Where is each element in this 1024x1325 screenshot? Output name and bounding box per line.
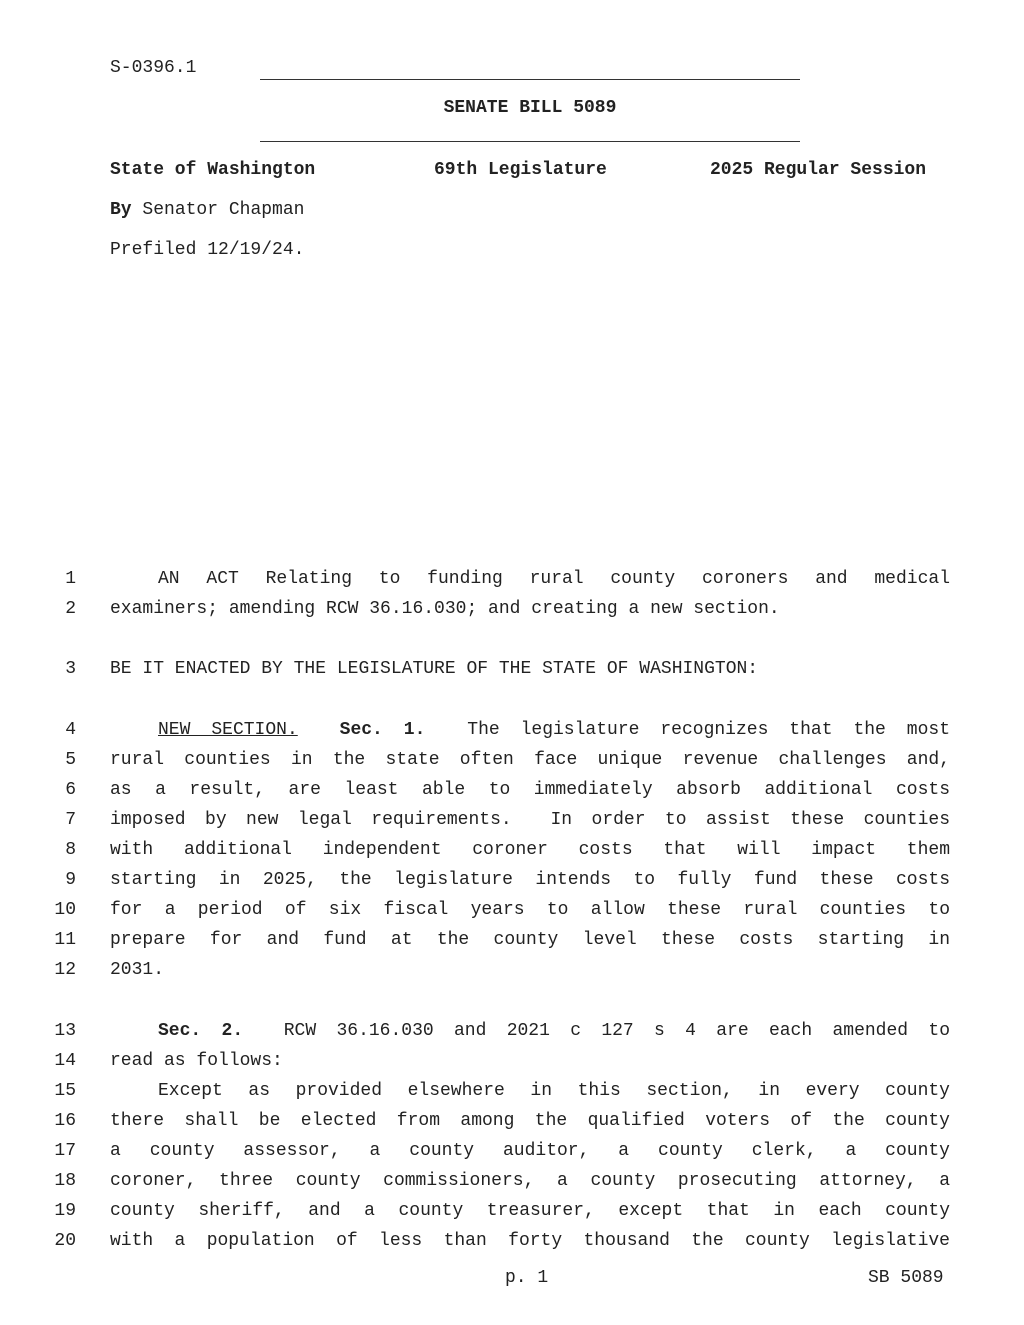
line-number: 11 bbox=[54, 930, 76, 950]
document-id: S-0396.1 bbox=[110, 58, 197, 78]
line-number: 1 bbox=[65, 569, 76, 589]
sponsor-name: Senator Chapman bbox=[142, 200, 305, 220]
bill-line: coroner, three county commissioners, a county prosecuting attorney, a bbox=[110, 1171, 950, 1191]
by-label: By bbox=[110, 200, 132, 220]
section-2-heading-line bbox=[110, 1021, 950, 1041]
bill-line: imposed by new legal requirements. In order to assist these counties bbox=[110, 810, 950, 830]
bill-line: a county assessor, a county auditor, a county clerk, a county bbox=[110, 1141, 950, 1161]
bill-line: with a population of less than forty thousand the county legislative bbox=[110, 1231, 950, 1251]
legislature-label: 69th Legislature bbox=[434, 160, 607, 180]
line-number: 7 bbox=[65, 810, 76, 830]
bill-line: there shall be elected from among the qualified voters of the county bbox=[110, 1111, 950, 1131]
bill-line: AN ACT Relating to funding rural county coroners and medical bbox=[158, 569, 950, 589]
line-number: 13 bbox=[54, 1021, 76, 1041]
bill-line: as a result, are least able to immediately absorb additional costs bbox=[110, 780, 950, 800]
line-number: 12 bbox=[54, 960, 76, 980]
line-number: 15 bbox=[54, 1081, 76, 1101]
bill-line: read as follows: bbox=[110, 1051, 283, 1071]
line-number: 10 bbox=[54, 900, 76, 920]
bill-line: prepare for and fund at the county level these costs starting in bbox=[110, 930, 950, 950]
line-number: 14 bbox=[54, 1051, 76, 1071]
bill-line: with additional independent coroner costs that will impact them bbox=[110, 840, 950, 860]
bill-line: for a period of six fiscal years to allow these rural counties to bbox=[110, 900, 950, 920]
bill-line: Except as provided elsewhere in this section, in every county bbox=[158, 1081, 950, 1101]
line-number: 18 bbox=[54, 1171, 76, 1191]
bill-line: examiners; amending RCW 36.16.030; and creating a new section. bbox=[110, 599, 780, 619]
bill-line: 2031. bbox=[110, 960, 165, 980]
line-number: 9 bbox=[65, 870, 76, 890]
line-number: 17 bbox=[54, 1141, 76, 1161]
line-number: 6 bbox=[65, 780, 76, 800]
line-number: 2 bbox=[65, 599, 76, 619]
section-2-label: Sec. 2. bbox=[158, 1021, 244, 1041]
enacting-clause: BE IT ENACTED BY THE LEGISLATURE OF THE STATE OF WASHINGTON: bbox=[110, 659, 759, 679]
sponsor-line bbox=[110, 200, 304, 220]
footer-bill-ref: SB 5089 bbox=[868, 1268, 944, 1288]
line-number: 8 bbox=[65, 840, 76, 860]
line-number: 16 bbox=[54, 1111, 76, 1131]
title-rule-top bbox=[260, 79, 800, 80]
page-number: p. 1 bbox=[505, 1268, 549, 1288]
section-1-label: Sec. 1. bbox=[339, 720, 426, 740]
bill-line: starting in 2025, the legislature intends to fully fund these costs bbox=[110, 870, 950, 890]
bill-title: SENATE BILL 5089 bbox=[443, 98, 617, 118]
line-number: 5 bbox=[65, 750, 76, 770]
bill-line-text: RCW 36.16.030 and 2021 c 127 s 4 are each amended to bbox=[283, 1021, 950, 1041]
bill-line-text: The legislature recognizes that the most bbox=[467, 720, 950, 740]
prefiled-date: Prefiled 12/19/24. bbox=[110, 240, 305, 260]
new-section-label: NEW SECTION. bbox=[158, 720, 298, 740]
bill-line: rural counties in the state often face unique revenue challenges and, bbox=[110, 750, 950, 770]
line-number: 3 bbox=[65, 659, 76, 679]
bill-line: county sheriff, and a county treasurer, except that in each county bbox=[110, 1201, 950, 1221]
title-rule-bottom bbox=[260, 141, 800, 142]
session-label: 2025 Regular Session bbox=[710, 160, 927, 180]
line-number: 20 bbox=[54, 1231, 76, 1251]
section-1-heading-line bbox=[110, 720, 950, 740]
line-number: 4 bbox=[65, 720, 76, 740]
state-label: State of Washington bbox=[110, 160, 316, 180]
line-number: 19 bbox=[54, 1201, 76, 1221]
